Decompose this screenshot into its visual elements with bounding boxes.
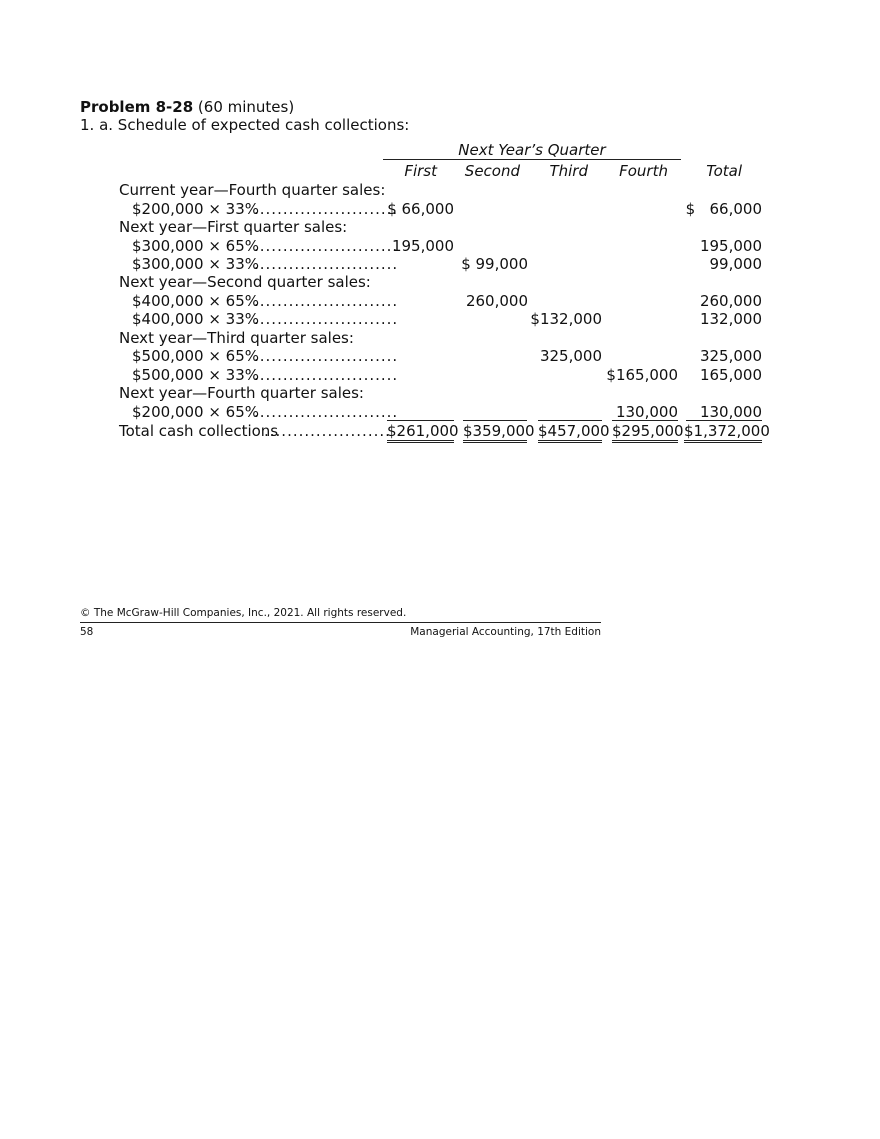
- row-label: $300,000 × 33%: [132, 255, 260, 273]
- col-header-second: Second: [464, 162, 520, 180]
- cell-third: 325,000: [539, 347, 602, 365]
- subtotal-rule-fourth: [612, 420, 678, 421]
- cell-third: $132,000: [530, 310, 602, 328]
- cell-fourth: 130,000: [615, 403, 678, 421]
- cell-total: $ 66,000: [685, 200, 762, 218]
- cell-total: 325,000: [699, 347, 762, 365]
- leader-dots: .........................: [254, 366, 399, 384]
- cell-total: 195,000: [699, 237, 762, 255]
- subtotal-rule-total: [686, 420, 762, 421]
- cell-first: $ 66,000: [387, 200, 454, 218]
- cell-total: 165,000: [699, 366, 762, 384]
- section-label: Next year—Third quarter sales:: [119, 329, 354, 347]
- section-label: Next year—First quarter sales:: [119, 218, 348, 236]
- col-header-third: Third: [549, 162, 588, 180]
- cell-total: 99,000: [709, 255, 762, 273]
- row-label: $400,000 × 65%: [132, 292, 260, 310]
- subtotal-rule-second: [463, 420, 527, 421]
- section-label: Next year—Second quarter sales:: [119, 273, 371, 291]
- leader-dots: .........................: [254, 237, 399, 255]
- group-header: Next Year’s Quarter: [383, 141, 681, 160]
- problem-duration: (60 minutes): [197, 98, 295, 116]
- col-header-total: Total: [706, 162, 742, 180]
- col-header-fourth: Fourth: [619, 162, 668, 180]
- subtotal-rule-third: [538, 420, 602, 421]
- section-label: Next year—Fourth quarter sales:: [119, 384, 364, 402]
- row-label: $400,000 × 33%: [132, 310, 260, 328]
- total-first: $261,000: [387, 422, 454, 443]
- copyright-notice: © The McGraw-Hill Companies, Inc., 2021. All rights reserved.: [80, 607, 407, 619]
- cell-fourth: $165,000: [606, 366, 678, 384]
- leader-dots: ......................: [264, 422, 391, 440]
- total-label: Total cash collections: [119, 422, 279, 440]
- cell-total: 130,000: [699, 403, 762, 421]
- book-title: Managerial Accounting, 17th Edition: [410, 626, 601, 638]
- cell-second: 260,000: [465, 292, 528, 310]
- problem-title: [80, 98, 294, 116]
- total-grand: $1,372,000: [684, 422, 762, 443]
- row-label: $500,000 × 65%: [132, 347, 260, 365]
- leader-dots: .........................: [254, 347, 399, 365]
- leader-dots: .........................: [254, 292, 399, 310]
- leader-dots: .........................: [254, 403, 399, 421]
- total-second: $359,000: [463, 422, 527, 443]
- leader-dots: .........................: [254, 310, 399, 328]
- total-fourth: $295,000: [612, 422, 678, 443]
- page-number: 58: [80, 626, 94, 638]
- footer-divider: [80, 622, 601, 623]
- row-label: $200,000 × 33%: [132, 200, 260, 218]
- leader-dots: .........................: [254, 200, 399, 218]
- section-label: Current year—Fourth quarter sales:: [119, 181, 386, 199]
- schedule-subtitle: 1. a. Schedule of expected cash collections:: [80, 116, 410, 134]
- cell-second: $ 99,000: [461, 255, 528, 273]
- cell-first: 195,000: [391, 237, 454, 255]
- row-label: $200,000 × 65%: [132, 403, 260, 421]
- subtotal-rule-first: [387, 420, 454, 421]
- row-label: $300,000 × 65%: [132, 237, 260, 255]
- leader-dots: .........................: [254, 255, 399, 273]
- row-label: $500,000 × 33%: [132, 366, 260, 384]
- problem-number: Problem 8-28: [80, 98, 194, 116]
- cell-total: 260,000: [699, 292, 762, 310]
- col-header-first: First: [404, 162, 437, 180]
- cell-total: 132,000: [699, 310, 762, 328]
- total-third: $457,000: [538, 422, 602, 443]
